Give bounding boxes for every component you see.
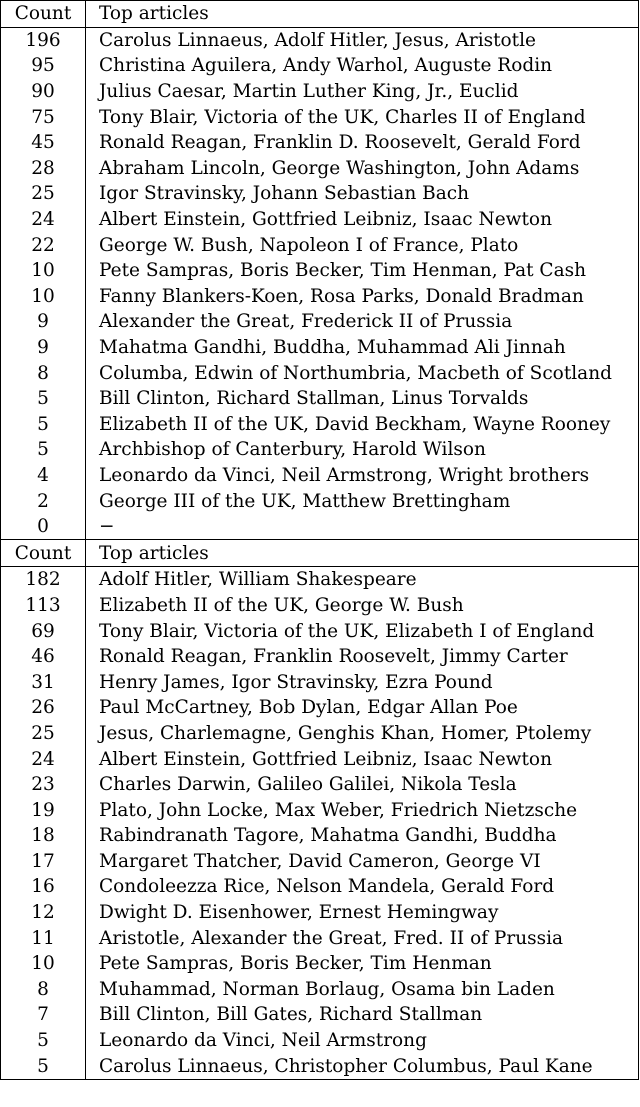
count-cell: 16 (1, 874, 86, 900)
table-body (1, 1, 639, 1080)
table2-header-row (1, 540, 639, 567)
table1-header-row (1, 1, 639, 28)
table-row (1, 1028, 639, 1054)
table-row (1, 1053, 639, 1079)
articles-cell: Ronald Reagan, Franklin Roosevelt, Jimmy Carter (99, 646, 568, 668)
table-row (1, 360, 639, 386)
count-cell: 196 (1, 27, 86, 53)
count-cell: 5 (1, 386, 86, 412)
articles-cell: George W. Bush, Napoleon I of France, Plato (99, 234, 519, 256)
articles-cell: Columba, Edwin of Northumbria, Macbeth of Scotland (99, 362, 612, 384)
table-row (1, 669, 639, 695)
table-row (1, 874, 639, 900)
count-column-header: Count (1, 540, 86, 567)
table-row (1, 284, 639, 310)
articles-cell: Leonardo da Vinci, Neil Armstrong, Wright brothers (99, 464, 590, 486)
articles-cell: Carolus Linnaeus, Christopher Columbus, Paul Kane (99, 1055, 593, 1077)
count-cell: 0 (1, 514, 86, 540)
count-cell: 2 (1, 488, 86, 514)
count-cell: 8 (1, 977, 86, 1003)
table-row (1, 488, 639, 514)
count-column-header: Count (1, 1, 86, 28)
count-cell: 22 (1, 232, 86, 258)
table-row (1, 695, 639, 721)
table-row (1, 514, 639, 540)
table-row (1, 232, 639, 258)
articles-column-header: Top articles (86, 1, 639, 28)
table-row (1, 618, 639, 644)
articles-cell: Pete Sampras, Boris Becker, Tim Henman (99, 953, 492, 975)
table-row (1, 156, 639, 182)
table-row (1, 1002, 639, 1028)
articles-cell: Christina Aguilera, Andy Warhol, Auguste Rodin (99, 55, 553, 77)
articles-cell: Alexander the Great, Frederick II of Prussia (99, 311, 513, 333)
count-cell: 95 (1, 53, 86, 79)
table-row (1, 386, 639, 412)
articles-cell: Leonardo da Vinci, Neil Armstrong (99, 1030, 427, 1052)
count-cell: 182 (1, 567, 86, 593)
table-row (1, 746, 639, 772)
count-cell: 46 (1, 644, 86, 670)
articles-cell: Pete Sampras, Boris Becker, Tim Henman, Pat Cash (99, 260, 587, 282)
table-row (1, 593, 639, 619)
count-cell: 26 (1, 695, 86, 721)
articles-cell: Albert Einstein, Gottfried Leibniz, Isaac Newton (99, 748, 552, 770)
articles-cell: − (86, 514, 639, 540)
count-cell: 5 (1, 412, 86, 438)
count-cell: 5 (1, 1028, 86, 1054)
table-row (1, 437, 639, 463)
caption-fragment (0, 1098, 640, 1107)
articles-cell: Bill Clinton, Bill Gates, Richard Stallman (99, 1004, 483, 1026)
count-cell: 113 (1, 593, 86, 619)
count-cell: 45 (1, 130, 86, 156)
count-cell: 23 (1, 772, 86, 798)
articles-cell: Jesus, Charlemagne, Genghis Khan, Homer, Ptolemy (99, 722, 592, 744)
table-row (1, 567, 639, 593)
articles-cell: Tony Blair, Victoria of the UK, Charles II of England (99, 106, 586, 128)
count-cell: 9 (1, 309, 86, 335)
articles-cell: Bill Clinton, Richard Stallman, Linus Torvalds (99, 388, 529, 410)
count-cell: 75 (1, 104, 86, 130)
articles-cell: Mahatma Gandhi, Buddha, Muhammad Ali Jinnah (99, 337, 566, 359)
table-row (1, 849, 639, 875)
articles-cell: Abraham Lincoln, George Washington, John Adams (99, 157, 580, 179)
table-row (1, 181, 639, 207)
count-cell: 5 (1, 437, 86, 463)
articles-cell: Paul McCartney, Bob Dylan, Edgar Allan Poe (99, 697, 518, 719)
count-cell: 24 (1, 207, 86, 233)
count-cell: 10 (1, 258, 86, 284)
articles-cell: Rabindranath Tagore, Mahatma Gandhi, Buddha (99, 825, 557, 847)
articles-cell: Aristotle, Alexander the Great, Fred. II of Prussia (99, 927, 564, 949)
articles-cell: Plato, John Locke, Max Weber, Friedrich Nietzsche (99, 799, 578, 821)
table-row (1, 463, 639, 489)
count-cell: 28 (1, 156, 86, 182)
table-row (1, 412, 639, 438)
table-row (1, 797, 639, 823)
articles-cell: Tony Blair, Victoria of the UK, Elizabeth I of England (99, 620, 595, 642)
articles-cell: Ronald Reagan, Franklin D. Roosevelt, Gerald Ford (99, 132, 581, 154)
articles-cell: Julius Caesar, Martin Luther King, Jr., Euclid (99, 81, 519, 103)
table-row (1, 130, 639, 156)
articles-cell: Igor Stravinsky, Johann Sebastian Bach (99, 183, 470, 205)
count-cell: 10 (1, 284, 86, 310)
table-row (1, 925, 639, 951)
table-row (1, 900, 639, 926)
articles-cell: Margaret Thatcher, David Cameron, George VI (99, 850, 541, 872)
count-cell: 19 (1, 797, 86, 823)
table-row (1, 258, 639, 284)
articles-cell: Charles Darwin, Galileo Galilei, Nikola Tesla (99, 774, 517, 796)
articles-cell: Elizabeth II of the UK, George W. Bush (99, 594, 464, 616)
count-cell: 5 (1, 1053, 86, 1079)
articles-column-header: Top articles (86, 540, 639, 567)
table-row (1, 823, 639, 849)
table-row (1, 951, 639, 977)
count-cell: 10 (1, 951, 86, 977)
articles-cell: George III of the UK, Matthew Brettingham (99, 490, 511, 512)
articles-cell: Archbishop of Canterbury, Harold Wilson (99, 439, 486, 461)
table-row (1, 977, 639, 1003)
table-row (1, 53, 639, 79)
articles-cell: Fanny Blankers-Koen, Rosa Parks, Donald Bradman (99, 285, 584, 307)
table-row (1, 207, 639, 233)
articles-cell: Albert Einstein, Gottfried Leibniz, Isaac Newton (99, 209, 552, 231)
table-row (1, 104, 639, 130)
articles-cell: Henry James, Igor Stravinsky, Ezra Pound (99, 671, 493, 693)
table-row (1, 79, 639, 105)
count-cell: 18 (1, 823, 86, 849)
table-row (1, 644, 639, 670)
count-cell: 90 (1, 79, 86, 105)
count-cell: 11 (1, 925, 86, 951)
table-row (1, 335, 639, 361)
articles-cell: Dwight D. Eisenhower, Ernest Hemingway (99, 902, 499, 924)
count-cell: 9 (1, 335, 86, 361)
articles-cell: Muhammad, Norman Borlaug, Osama bin Laden (99, 978, 555, 1000)
articles-cell: Adolf Hitler, William Shakespeare (99, 569, 417, 591)
count-cell: 24 (1, 746, 86, 772)
count-cell: 31 (1, 669, 86, 695)
count-cell: 8 (1, 360, 86, 386)
count-cell: 25 (1, 721, 86, 747)
table-row (1, 309, 639, 335)
table-row (1, 27, 639, 53)
articles-cell: Condoleezza Rice, Nelson Mandela, Gerald Ford (99, 876, 555, 898)
count-cell: 25 (1, 181, 86, 207)
count-cell: 4 (1, 463, 86, 489)
table-row (1, 721, 639, 747)
count-cell: 7 (1, 1002, 86, 1028)
count-cell: 69 (1, 618, 86, 644)
articles-cell: Elizabeth II of the UK, David Beckham, Wayne Rooney (99, 413, 611, 435)
count-cell: 12 (1, 900, 86, 926)
count-cell: 17 (1, 849, 86, 875)
table-row (1, 772, 639, 798)
articles-cell: Carolus Linnaeus, Adolf Hitler, Jesus, Aristotle (99, 29, 536, 51)
